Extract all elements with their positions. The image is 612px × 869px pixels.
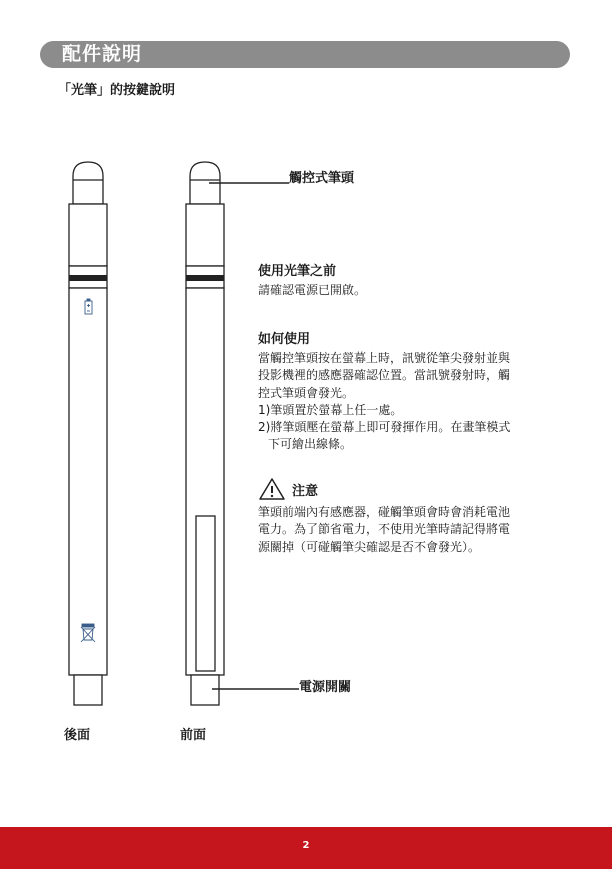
front-view-label: 前面 xyxy=(180,728,207,743)
how-to-use-heading: 如何使用 xyxy=(258,332,311,347)
how-to-use-step-2: 2)將筆頭壓在螢幕上即可發揮作用。在畫筆模式 xyxy=(258,420,511,435)
caution-section xyxy=(258,476,576,556)
back-end-cap xyxy=(74,675,102,705)
warning-triangle-icon xyxy=(258,477,286,501)
caution-line: 筆頭前端內有感應器，碰觸筆頭會時會消耗電池 xyxy=(258,505,511,519)
page-subtitle: 「光筆」的按鍵說明 xyxy=(58,83,176,98)
back-body xyxy=(69,288,107,675)
how-to-use-line: 投影機裡的感應器確認位置。當訊號發射時，觸 xyxy=(258,368,511,383)
front-band-stripe xyxy=(186,275,224,281)
front-power-switch xyxy=(191,675,219,705)
how-to-use-step-1: 1)筆頭置於螢幕上任一處。 xyxy=(258,402,403,417)
touch-tip-label: 觸控式筆頭 xyxy=(289,171,355,186)
back-neck xyxy=(69,204,107,266)
caution-header xyxy=(258,476,576,502)
front-clip xyxy=(196,516,215,671)
caution-line: 源關掉（可碰觸筆尖確認是否不會發光）。 xyxy=(258,539,481,554)
how-to-use-section xyxy=(258,331,576,454)
how-to-use-line: 當觸控筆頭按在螢幕上時，訊號從筆尖發射並與 xyxy=(258,351,511,365)
back-tip xyxy=(73,162,103,204)
section-title: 配件說明 xyxy=(62,43,143,65)
caution-heading: 注意 xyxy=(292,483,319,499)
how-to-use-line: 控式筆頭會發光。 xyxy=(258,385,355,400)
caution-line: 電力。為了節省電力，不使用光筆時請記得將電 xyxy=(258,522,511,537)
before-use-section xyxy=(258,263,576,299)
power-switch-label: 電源開關 xyxy=(299,680,352,695)
how-to-use-step-2-cont: 下可繪出線條。 xyxy=(268,437,353,452)
page-footer xyxy=(0,827,612,869)
page-number: 2 xyxy=(302,840,310,851)
before-use-text: 請確認電源已開啟。 xyxy=(258,283,367,297)
front-neck xyxy=(186,204,224,266)
before-use-heading: 使用光筆之前 xyxy=(258,264,337,279)
back-band-stripe xyxy=(69,275,107,281)
pen-back-view xyxy=(69,162,107,705)
back-view-label: 後面 xyxy=(64,728,91,743)
